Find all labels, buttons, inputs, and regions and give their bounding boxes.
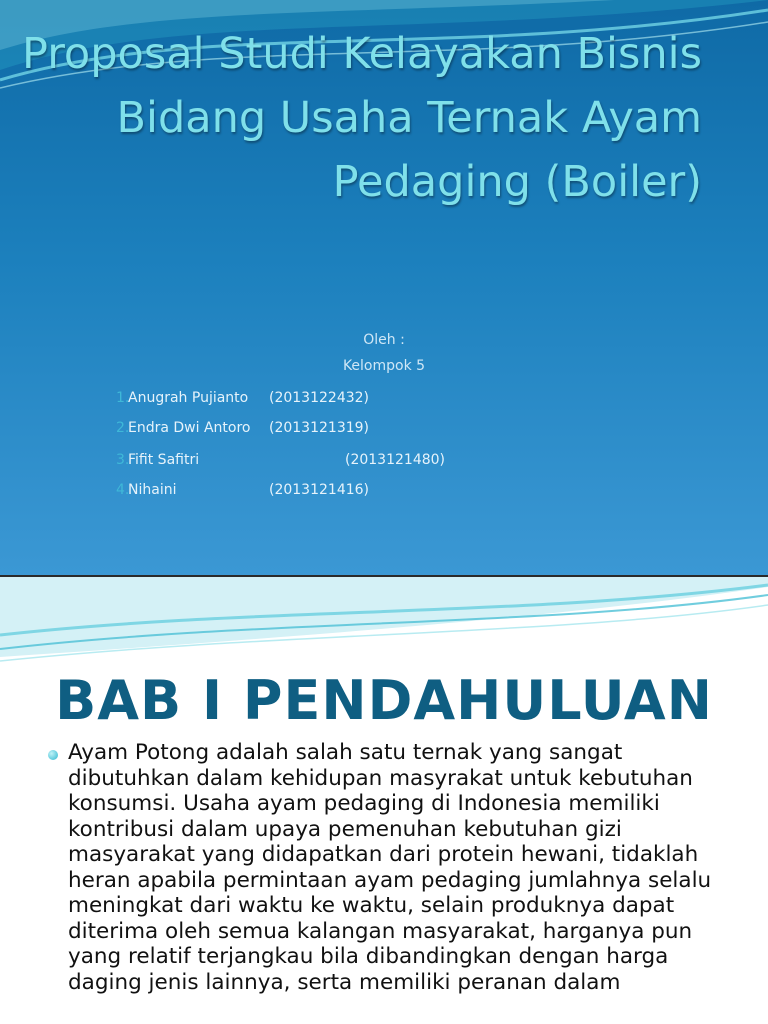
member-name: Anugrah Pujianto [128,390,249,406]
member-id: (2013121480) [345,452,445,468]
member-id: (2013122432) [269,390,369,406]
title-line: Pedaging (Boiler) [332,157,702,207]
member-id: (2013121416) [269,482,369,498]
bullet-paragraph: Ayam Potong adalah salah satu ternak yang sangat dibutuhkan dalam kehidupan masyrakat untuk kebutuhan konsumsi. Usaha ayam pedaging di Indonesia memiliki kontribusi dalam upaya pemenuhan kebutuhan gizi masyarakat yang didapatkan dari protein hewani, tidaklah heran apabila permintaan ayam pedaging jumlahnya selalu meningkat dari waktu ke waktu, selain produknya dapat diterima oleh semua kalangan masyarakat, harganya pun yang relatif terjangkau bila dibandingkan dengan harga daging jenis lainnya, serta memiliki peranan dalam [68,740,712,995]
wave-decoration [0,577,768,667]
title-line: Bidang Usaha Ternak Ayam [116,93,702,143]
member-item [116,390,369,410]
by-label: Oleh : [363,332,405,348]
content-slide [0,577,768,1024]
member-number: 4. [116,482,130,498]
member-item [116,482,369,502]
member-number: 1. [116,390,130,406]
member-name: Nihaini [128,482,177,498]
member-number: 2. [116,420,130,436]
slide-title [2,22,702,214]
group-label: Kelompok 5 [342,358,426,374]
member-number: 3. [116,452,130,468]
member-id: (2013121319) [269,420,369,436]
member-item [116,420,369,440]
member-name: Fifit Safitri [128,452,200,468]
member-item [116,452,445,472]
section-heading: BAB I PENDAHULUAN [55,669,713,732]
bullet-icon [48,750,58,760]
title-line: Proposal Studi Kelayakan Bisnis [22,29,702,79]
member-name: Endra Dwi Antoro [128,420,251,436]
